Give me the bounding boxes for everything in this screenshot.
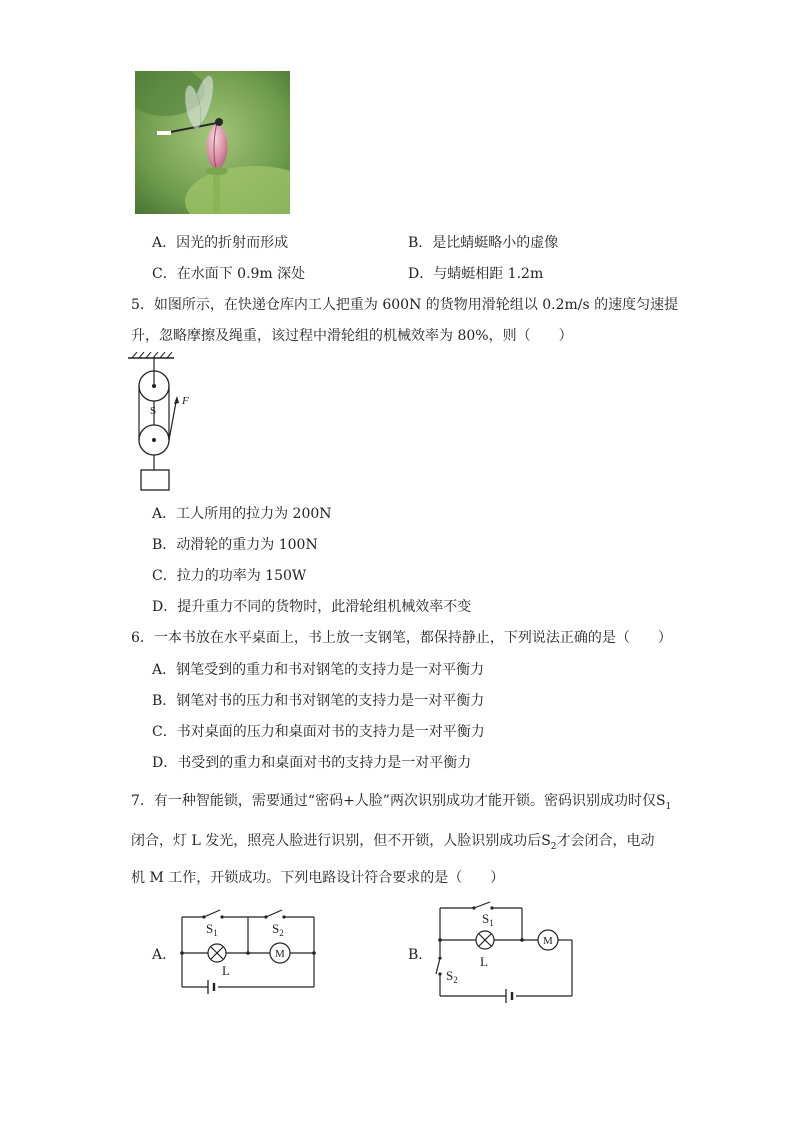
circuit-a-option-label: A．: [152, 947, 177, 963]
q6-option-c: C．书对桌面的压力和桌面对书的支持力是一对平衡力: [152, 724, 485, 740]
q7-line2-text-a: 闭合，灯 L 发光，照亮人脸进行识别，但不开锁，人脸识别成功后S: [131, 833, 551, 849]
q7-line1-sub: 1: [665, 801, 672, 812]
circuit-a-s1-label: $S_1$: [206, 921, 218, 938]
pulley-label-s: S: [150, 405, 157, 417]
q5-option-b: B．动滑轮的重力为 100N: [152, 537, 318, 553]
q6-option-d: D．书受到的重力和桌面对书的支持力是一对平衡力: [152, 755, 472, 771]
q7-stem-line1: [131, 794, 671, 812]
q7-line2-text-b: 才会闭合，电动: [556, 833, 655, 849]
q5-option-c: C．拉力的功率为 150W: [152, 568, 307, 584]
circuit-b-s2-label: $S_2$: [446, 968, 458, 985]
q7-line1-text: 7．有一种智能锁，需要通过“密码+人脸”两次识别成功才能开锁。密码识别成功时仅S: [131, 793, 666, 809]
q6-option-b: B．钢笔对书的压力和书对钢笔的支持力是一对平衡力: [152, 693, 485, 709]
pulley-diagram: [124, 352, 204, 494]
q6-stem: 6．一本书放在水平桌面上，书上放一支钢笔，都保持静止，下列说法正确的是（ ）: [131, 630, 672, 646]
q7-stem-line2: [131, 834, 655, 852]
q4-option-d: D．与蜻蜓相距 1.2m: [408, 266, 544, 282]
circuit-a-diagram: [178, 905, 318, 1000]
circuit-b-option-label: B．: [408, 947, 433, 963]
q7-stem-line3: 机 M 工作，开锁成功。下列电路设计符合要求的是（ ）: [131, 870, 505, 886]
q5-option-a: A．工人所用的拉力为 200N: [152, 506, 332, 522]
circuit-b-diagram: [434, 898, 579, 1003]
q6-option-a: A．钢笔受到的重力和书对钢笔的支持力是一对平衡力: [152, 662, 485, 678]
q7-line2-sub: 2: [550, 841, 557, 852]
dragonfly-lotus-photo: [135, 71, 290, 214]
q5-stem-line2: 升，忽略摩擦及绳重，该过程中滑轮组的机械效率为 80%，则（ ）: [131, 328, 573, 344]
circuit-b-motor-label: M: [543, 935, 553, 947]
circuit-a-lamp-label: L: [222, 963, 230, 978]
q4-option-b: B．是比蜻蜓略小的虚像: [408, 235, 559, 251]
q5-stem-line1: 5．如图所示，在快递仓库内工人把重为 600N 的货物用滑轮组以 0.2m/s 的速度匀速提: [131, 297, 679, 313]
pulley-label-f: F: [182, 395, 189, 407]
circuit-b-s1-label: $S_1$: [482, 911, 494, 928]
q5-option-d: D．提升重力不同的货物时，此滑轮组机械效率不变: [152, 599, 472, 615]
circuit-b-lamp-label: L: [480, 954, 488, 969]
q4-option-a: A．因光的折射而形成: [152, 235, 289, 251]
q4-option-c: C．在水面下 0.9m 深处: [152, 266, 306, 282]
circuit-a-s2-label: $S_2$: [272, 921, 284, 938]
circuit-a-motor-label: M: [275, 948, 285, 960]
